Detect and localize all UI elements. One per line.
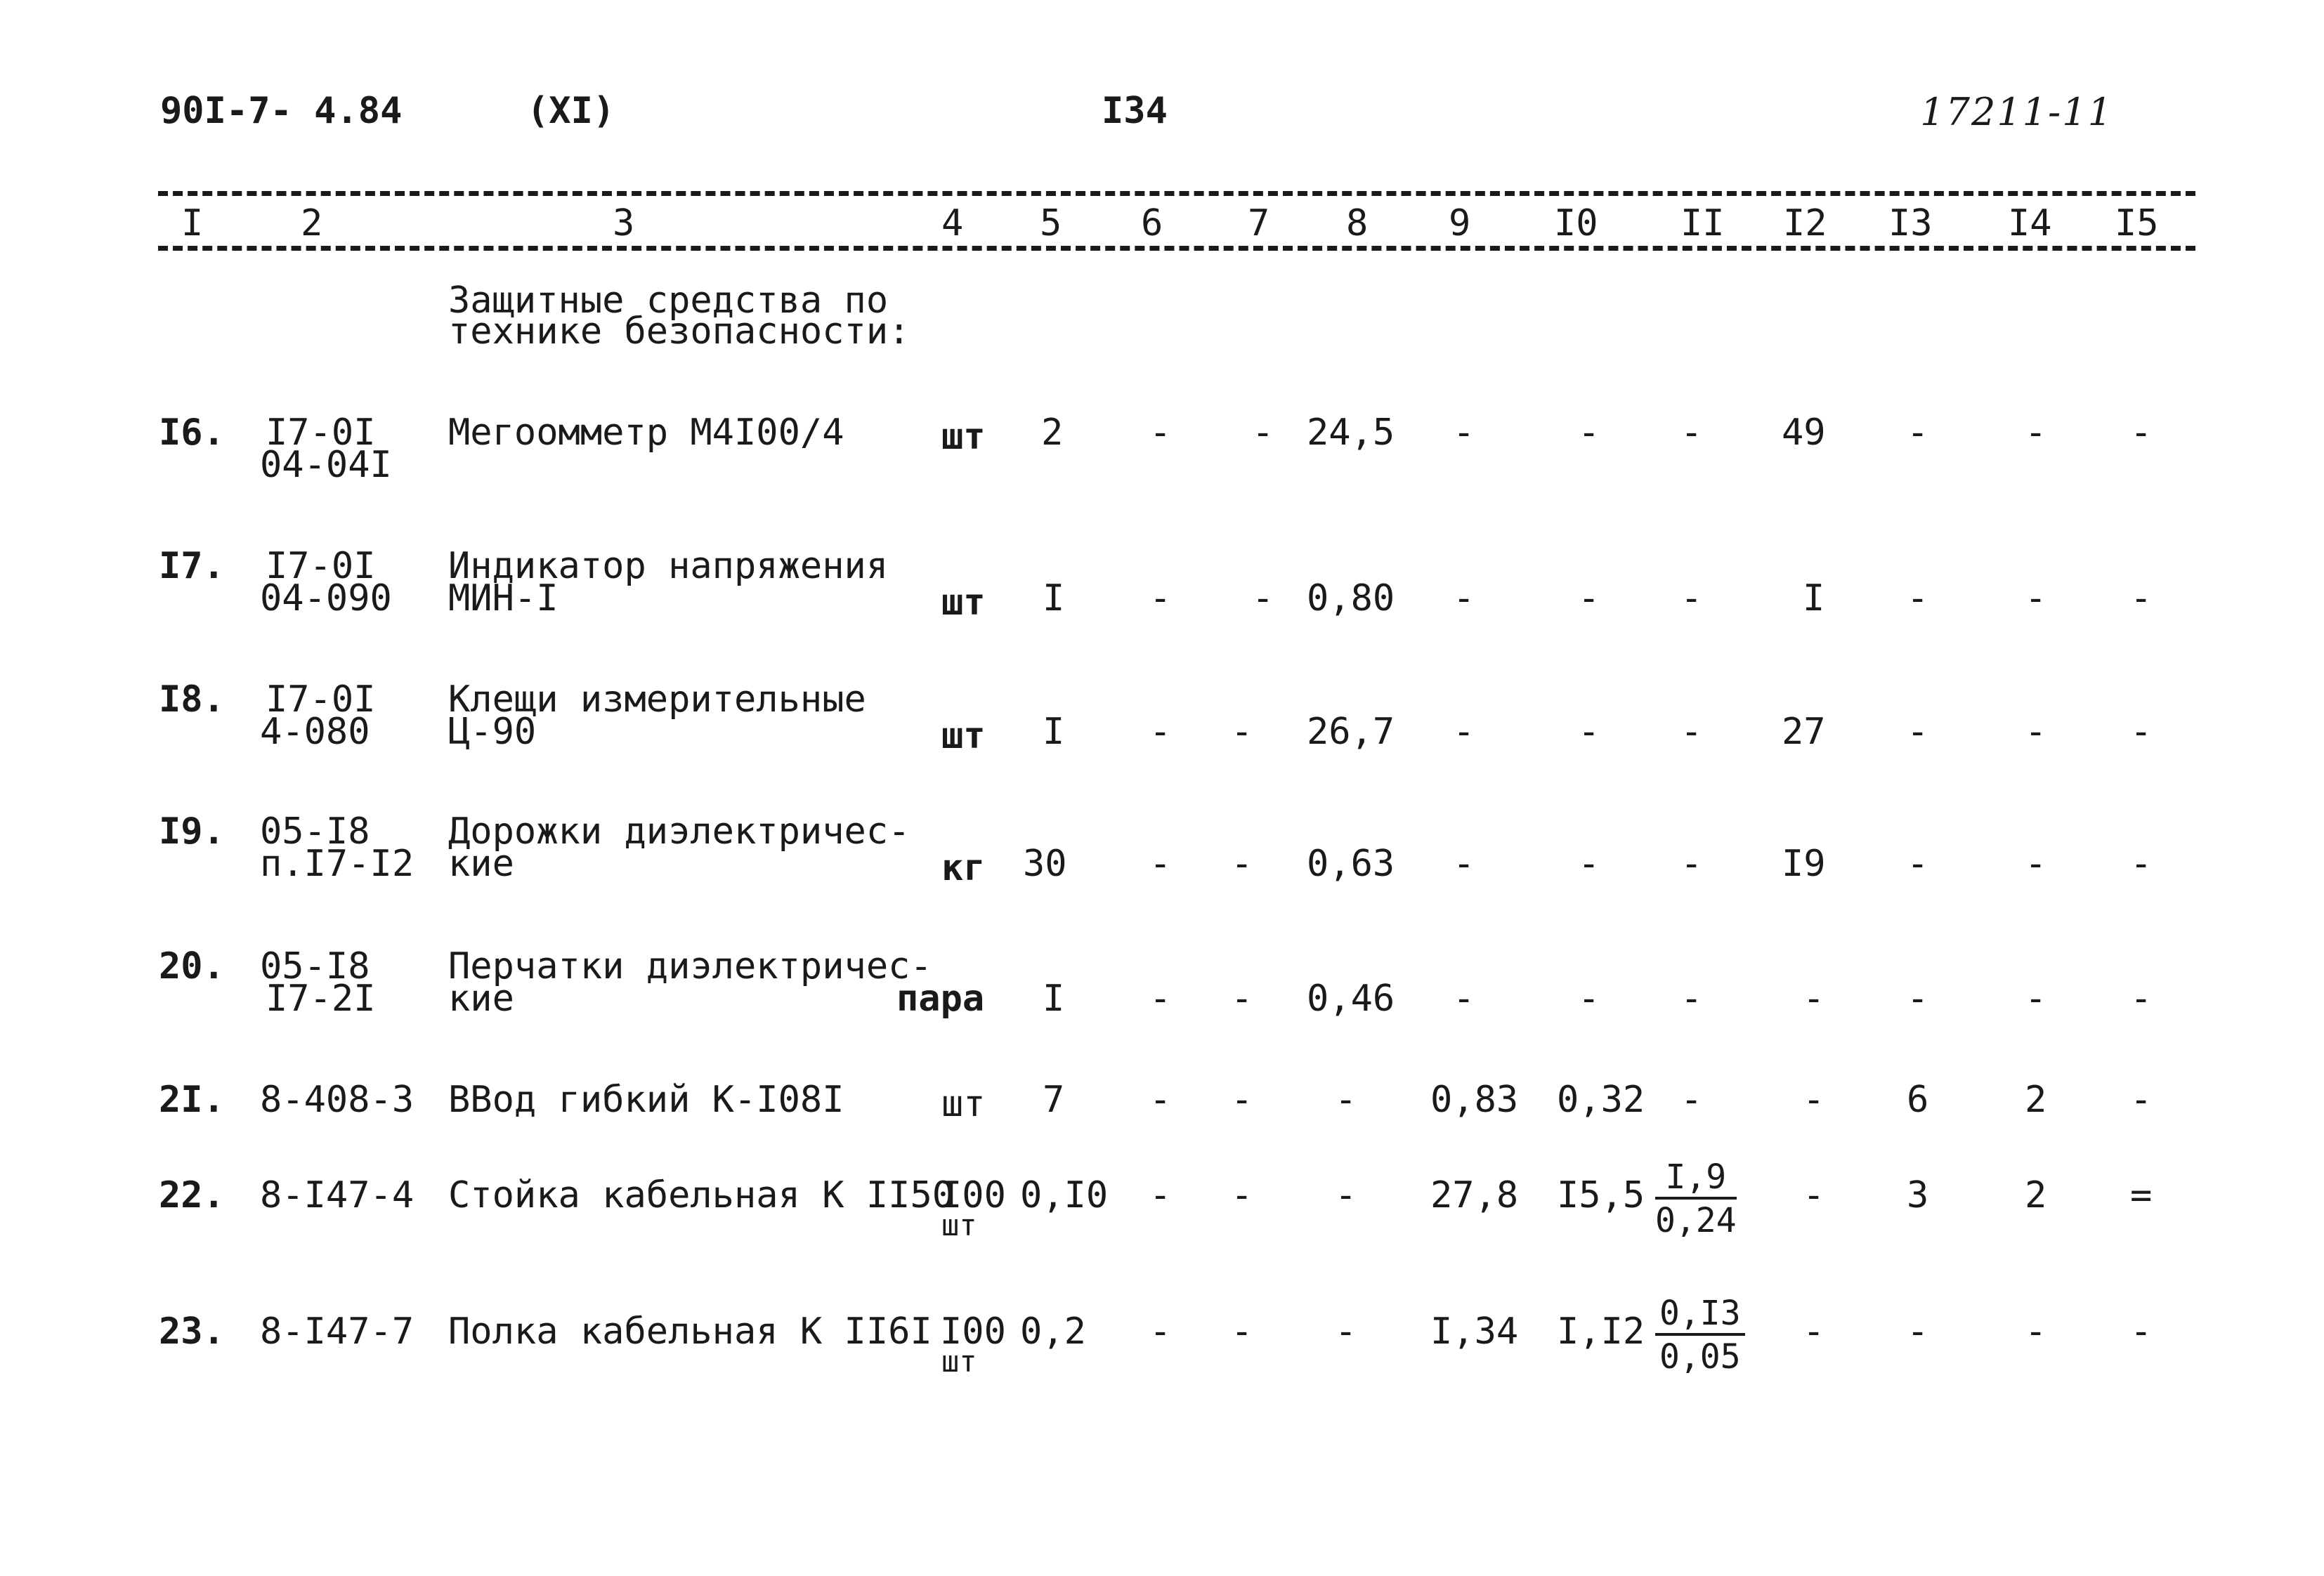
- col8-value: 0,63: [1307, 843, 1395, 885]
- col14-value: -: [2025, 843, 2047, 885]
- item-name-line1: Дорожки диэлектричес-: [448, 810, 910, 853]
- col9-value: -: [1453, 412, 1475, 454]
- col5-value: 2: [1041, 412, 1064, 454]
- col8-value: -: [1335, 1079, 1357, 1121]
- column-header: I2: [1783, 202, 1827, 244]
- row-number: 2I.: [159, 1079, 225, 1121]
- col11-denominator: 0,05: [1659, 1337, 1741, 1377]
- col7-value: -: [1231, 1311, 1253, 1353]
- col11-fraction: [1655, 1294, 1745, 1377]
- col9-value: 27,8: [1430, 1174, 1519, 1216]
- row-number: I6.: [159, 412, 225, 454]
- col14-value: 2: [2025, 1079, 2047, 1121]
- norm-code-line1: 05-I8: [260, 810, 370, 853]
- col15-value: -: [2130, 577, 2153, 619]
- col12-value: -: [1803, 1174, 1825, 1216]
- col5-value: 30: [1023, 843, 1067, 885]
- column-header: II: [1680, 202, 1725, 244]
- col13-value: -: [1907, 1311, 1929, 1353]
- item-name-line1: Клещи измерительные: [448, 678, 866, 721]
- item-name-line1: Мегоомметр М4I00/4: [448, 412, 844, 454]
- col11-value: -: [1680, 843, 1703, 885]
- col13-value: 6: [1907, 1079, 1929, 1121]
- col7-value: -: [1231, 1079, 1253, 1121]
- norm-code-line1: I7-0I: [266, 545, 376, 587]
- col7-value: -: [1231, 1174, 1253, 1216]
- col8-value: 24,5: [1307, 412, 1395, 454]
- col10-value: -: [1578, 412, 1600, 454]
- item-name-line2: Ц-90: [448, 711, 537, 753]
- unit: I00: [940, 1311, 1006, 1353]
- col8-value: 26,7: [1307, 711, 1395, 753]
- item-name-line2: кие: [448, 843, 514, 885]
- col11-value: -: [1680, 1079, 1703, 1121]
- row-number: 23.: [159, 1311, 225, 1353]
- section-title-line2: технике безопасности:: [448, 310, 910, 353]
- row-number: 20.: [159, 945, 225, 987]
- norm-code-line1: I7-0I: [266, 412, 376, 454]
- col11-fraction: [1655, 1157, 1737, 1240]
- norm-code-line2: 04-090: [260, 577, 392, 619]
- col8-value: 0,46: [1307, 978, 1395, 1020]
- col6-value: -: [1149, 1311, 1172, 1353]
- col11-value: -: [1680, 412, 1703, 454]
- document-code: 90I-7- 4.84: [160, 90, 403, 132]
- col13-value: 3: [1907, 1174, 1929, 1216]
- col11-numerator: I,9: [1655, 1160, 1737, 1200]
- col8-value: -: [1335, 1174, 1357, 1216]
- column-header: 2: [301, 202, 323, 244]
- col7-value: -: [1231, 711, 1253, 753]
- unit-line2: шт: [941, 1344, 977, 1379]
- col15-value: -: [2130, 711, 2153, 753]
- col11-denominator: 0,24: [1655, 1201, 1737, 1240]
- page-number: I34: [1102, 90, 1168, 132]
- item-name-line1: Индикатор напряжения: [448, 545, 889, 587]
- row-number: I8.: [159, 678, 225, 721]
- col7-value: -: [1231, 843, 1253, 885]
- col6-value: -: [1149, 1174, 1172, 1216]
- col12-value: -: [1803, 978, 1825, 1020]
- column-header: 8: [1346, 202, 1369, 244]
- col12-value: -: [1803, 1079, 1825, 1121]
- column-header: 7: [1248, 202, 1270, 244]
- column-header: 5: [1040, 202, 1062, 244]
- col15-value: -: [2130, 978, 2153, 1020]
- col7-value: -: [1252, 577, 1274, 619]
- col14-value: -: [2025, 711, 2047, 753]
- column-header: 3: [613, 202, 635, 244]
- item-name-line1: Полка кабельная К II6I: [448, 1311, 932, 1353]
- norm-code-line1: 05-I8: [260, 945, 370, 987]
- col12-value: I9: [1782, 843, 1826, 885]
- item-name-line1: ВВод гибкий К-I08I: [448, 1079, 844, 1121]
- col9-value: -: [1453, 978, 1475, 1020]
- col10-value: -: [1578, 978, 1600, 1020]
- col10-value: I,I2: [1557, 1311, 1645, 1353]
- col13-value: -: [1907, 412, 1929, 454]
- section-title-line1: Защитные средства по: [448, 280, 889, 322]
- unit: шт: [941, 582, 986, 624]
- col12-value: 27: [1782, 711, 1826, 753]
- section-number: (XI): [527, 90, 615, 132]
- norm-code-line2: п.I7-I2: [260, 843, 414, 885]
- col10-value: I5,5: [1557, 1174, 1645, 1216]
- column-header: 9: [1449, 202, 1471, 244]
- col11-value: -: [1680, 978, 1703, 1020]
- col9-value: I,34: [1430, 1311, 1519, 1353]
- col13-value: -: [1907, 978, 1929, 1020]
- unit: шт: [941, 1083, 986, 1125]
- row-number: I7.: [159, 545, 225, 587]
- col15-value: -: [2130, 1079, 2153, 1121]
- item-name-line1: Стойка кабельная К II50: [448, 1174, 955, 1216]
- col14-value: -: [2025, 978, 2047, 1020]
- norm-code-line1: 8-408-3: [260, 1079, 414, 1121]
- col6-value: -: [1149, 978, 1172, 1020]
- column-header: I0: [1554, 202, 1598, 244]
- norm-code-line2: 04-04I: [260, 444, 392, 486]
- header-bottom-rule: [158, 246, 2195, 251]
- col5-value: I: [1043, 577, 1065, 619]
- col14-value: -: [2025, 412, 2047, 454]
- unit: кг: [941, 847, 986, 889]
- col12-value: I: [1803, 577, 1825, 619]
- col10-value: 0,32: [1557, 1079, 1645, 1121]
- norm-code-line2: I7-2I: [266, 978, 376, 1020]
- col9-value: -: [1453, 711, 1475, 753]
- col8-value: -: [1335, 1311, 1357, 1353]
- header-top-rule: [158, 191, 2195, 196]
- col13-value: -: [1907, 711, 1929, 753]
- col6-value: -: [1149, 843, 1172, 885]
- norm-code-line1: 8-I47-4: [260, 1174, 414, 1216]
- reference-number: 17211-11: [1920, 90, 2113, 134]
- norm-code-line1: I7-0I: [266, 678, 376, 721]
- col10-value: -: [1578, 711, 1600, 753]
- column-header: I3: [1888, 202, 1933, 244]
- unit: шт: [941, 416, 986, 458]
- col6-value: -: [1149, 577, 1172, 619]
- col8-value: 0,80: [1307, 577, 1395, 619]
- col15-value: -: [2130, 412, 2153, 454]
- col9-value: 0,83: [1430, 1079, 1519, 1121]
- column-header: 4: [941, 202, 964, 244]
- col12-value: 49: [1782, 412, 1826, 454]
- column-header: I4: [2008, 202, 2052, 244]
- column-header: I: [181, 202, 204, 244]
- col6-value: -: [1149, 1079, 1172, 1121]
- col7-value: -: [1231, 978, 1253, 1020]
- col5-value: I: [1043, 711, 1065, 753]
- col9-value: -: [1453, 843, 1475, 885]
- col11-value: -: [1680, 711, 1703, 753]
- unit-line2: шт: [941, 1208, 977, 1242]
- col15-value: =: [2130, 1174, 2153, 1216]
- norm-code-line1: 8-I47-7: [260, 1311, 414, 1353]
- row-number: 22.: [159, 1174, 225, 1216]
- col6-value: -: [1149, 412, 1172, 454]
- col11-value: -: [1680, 577, 1703, 619]
- col11-numerator: 0,I3: [1655, 1296, 1745, 1336]
- col13-value: -: [1907, 843, 1929, 885]
- unit: I00: [940, 1174, 1006, 1216]
- col14-value: -: [2025, 577, 2047, 619]
- row-number: I9.: [159, 810, 225, 853]
- item-name-line2: кие: [448, 978, 514, 1020]
- norm-code-line2: 4-080: [260, 711, 370, 753]
- column-header: 6: [1141, 202, 1163, 244]
- col12-value: -: [1803, 1311, 1825, 1353]
- col6-value: -: [1149, 711, 1172, 753]
- column-header: I5: [2115, 202, 2159, 244]
- col5-value: 7: [1043, 1079, 1065, 1121]
- item-name-line1: Перчатки диэлектричес-: [448, 945, 932, 987]
- col5-value: 0,2: [1020, 1311, 1086, 1353]
- col5-value: 0,I0: [1020, 1174, 1109, 1216]
- unit: пара: [896, 978, 985, 1020]
- col15-value: -: [2130, 1311, 2153, 1353]
- col10-value: -: [1578, 843, 1600, 885]
- col15-value: -: [2130, 843, 2153, 885]
- unit: шт: [941, 715, 986, 757]
- col7-value: -: [1252, 412, 1274, 454]
- col9-value: -: [1453, 577, 1475, 619]
- col10-value: -: [1578, 577, 1600, 619]
- col14-value: -: [2025, 1311, 2047, 1353]
- col13-value: -: [1907, 577, 1929, 619]
- col14-value: 2: [2025, 1174, 2047, 1216]
- item-name-line2: МИН-I: [448, 577, 559, 619]
- col5-value: I: [1043, 978, 1065, 1020]
